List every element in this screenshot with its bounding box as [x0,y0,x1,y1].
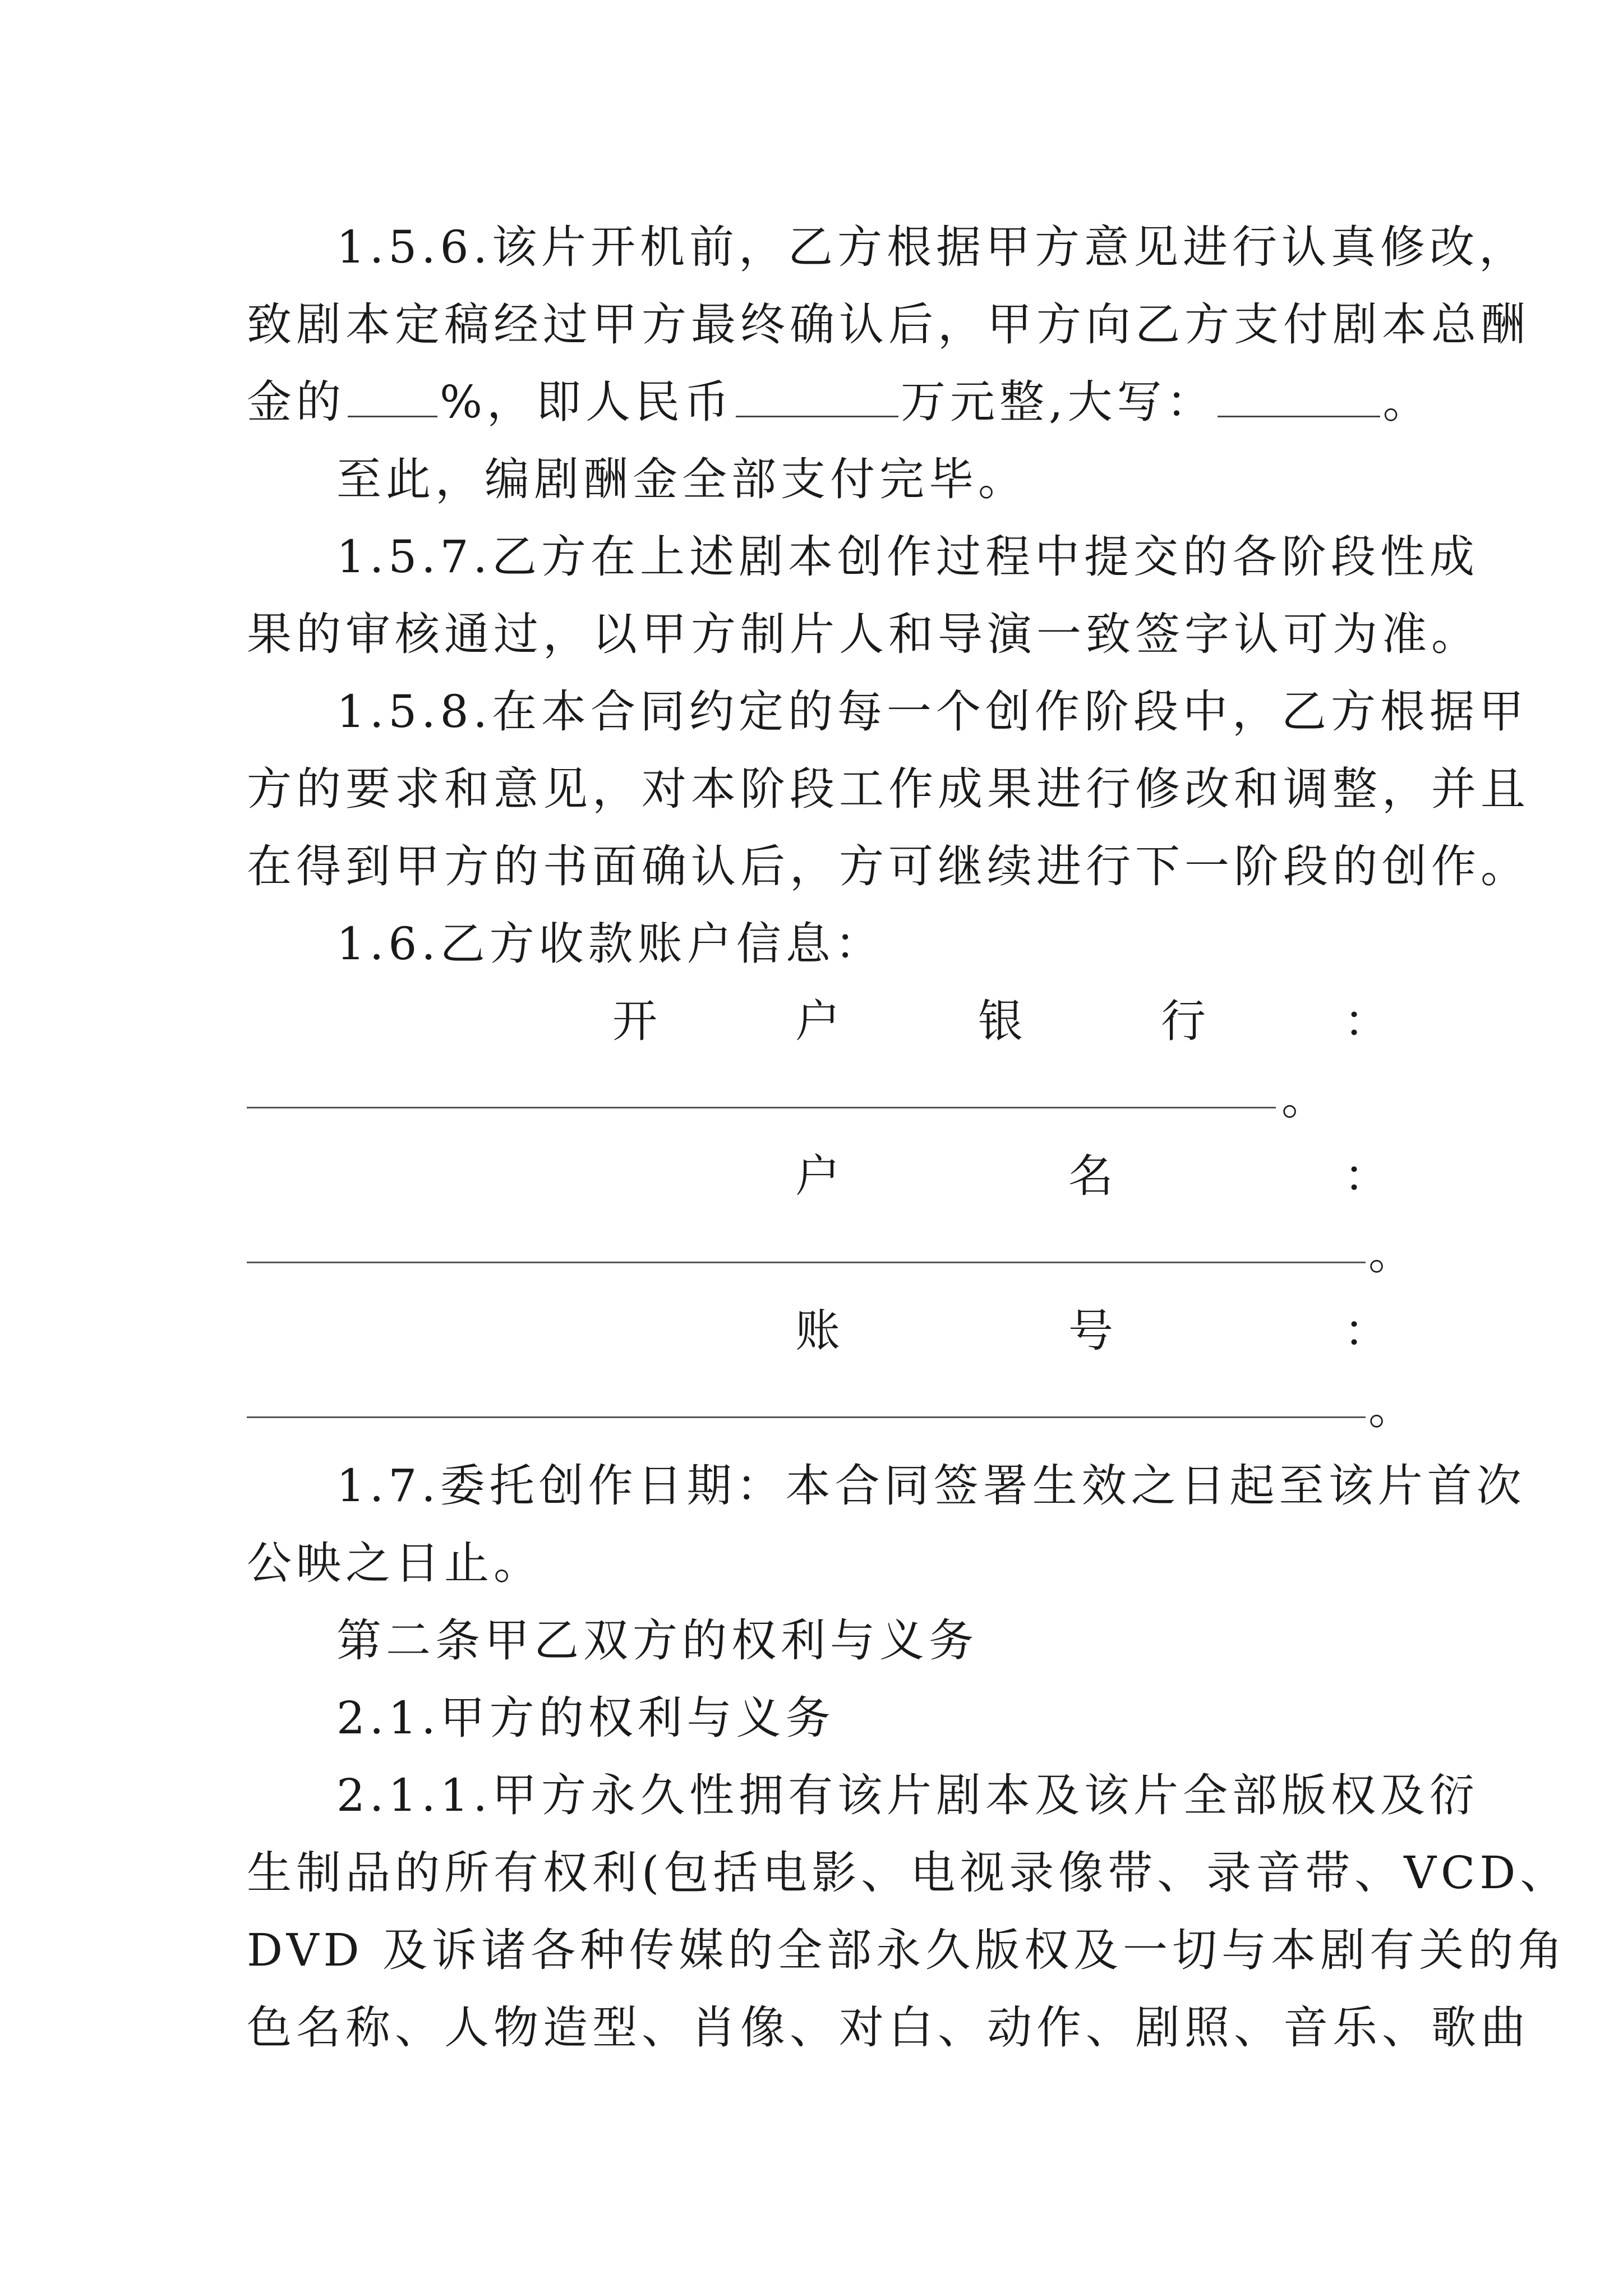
para-2-1-1-line-4: 色名称、人物造型、肖像、对白、动作、剧照、音乐、歌曲 [247,2001,1530,2054]
para-1-6: 1.6.乙方收款账户信息： [336,918,884,970]
section-2-1-heading: 2.1.甲方的权利与义务 [336,1692,835,1744]
para-payment-complete: 至此，编剧酬金全部支付完毕。 [336,453,1027,505]
text-segment: 。 [1382,376,1432,428]
percent-blank-field [348,376,437,417]
label-char: 开 [612,995,657,1047]
label-char: 号 [1068,1305,1113,1357]
bank-blank-field [247,1107,1276,1108]
label-char: 行 [1161,995,1206,1047]
label-char: ： [1344,1150,1389,1202]
account-number-label-row [0,1300,1623,1363]
bank-line-end: 。 [1281,1073,1326,1125]
amount-in-words-blank-field [1218,376,1380,417]
label-char: ： [1344,1305,1389,1357]
amount-blank-field [736,376,898,417]
account-name-label-row [0,1145,1623,1208]
para-1-5-6-line-3 [247,371,1432,434]
para-2-1-1-line-3: DVD 及诉诸各种传媒的全部永久版权及一切与本剧有关的角 [247,1924,1567,1976]
account-number-line-end: 。 [1368,1382,1413,1434]
para-1-5-8-line-1: 1.5.8.在本合同约定的每一个创作阶段中，乙方根据甲 [336,685,1528,738]
para-1-7-line-1: 1.7.委托创作日期：本合同签署生效之日起至该片首次 [336,1460,1526,1512]
para-1-5-8-line-2: 方的要求和意见，对本阶段工作成果进行修改和调整，并且 [247,763,1530,815]
para-1-5-6-line-1: 1.5.6.该片开机前，乙方根据甲方意见进行认真修改， [336,221,1528,273]
text-segment: 万元整,大写： [901,376,1216,428]
article-2-heading: 第二条甲乙双方的权利与义务 [336,1614,978,1667]
label-char: 银 [978,995,1023,1047]
para-1-5-7-line-2: 果的审核通过，以甲方制片人和导演一致签字认可为准。 [247,608,1481,660]
label-char: 户 [795,995,840,1047]
account-name-blank-field [247,1262,1366,1263]
label-char: 名 [1068,1150,1113,1202]
text-segment: 金的 [247,376,345,428]
account-name-line-end: 。 [1368,1227,1413,1280]
para-2-1-1-line-2: 生制品的所有权利(包括电影、电视录像带、录音带、VCD、 [247,1847,1570,1899]
para-1-5-8-line-3: 在得到甲方的书面确认后，方可继续进行下一阶段的创作。 [247,840,1530,892]
label-char: 账 [795,1305,840,1357]
label-char: 户 [795,1150,840,1202]
label-char: ： [1344,995,1389,1047]
text-segment: %，即人民币 [440,376,734,428]
para-1-7-line-2: 公映之日止。 [247,1537,543,1589]
para-1-5-6-line-2: 致剧本定稿经过甲方最终确认后，甲方向乙方支付剧本总酬 [247,298,1530,351]
para-1-5-7-line-1: 1.5.7.乙方在上述剧本创作过程中提交的各阶段性成 [336,531,1479,583]
account-number-blank-field [247,1416,1366,1418]
bank-label-row [0,990,1623,1053]
para-2-1-1-line-1: 2.1.1.甲方永久性拥有该片剧本及该片全部版权及衍 [336,1769,1479,1821]
